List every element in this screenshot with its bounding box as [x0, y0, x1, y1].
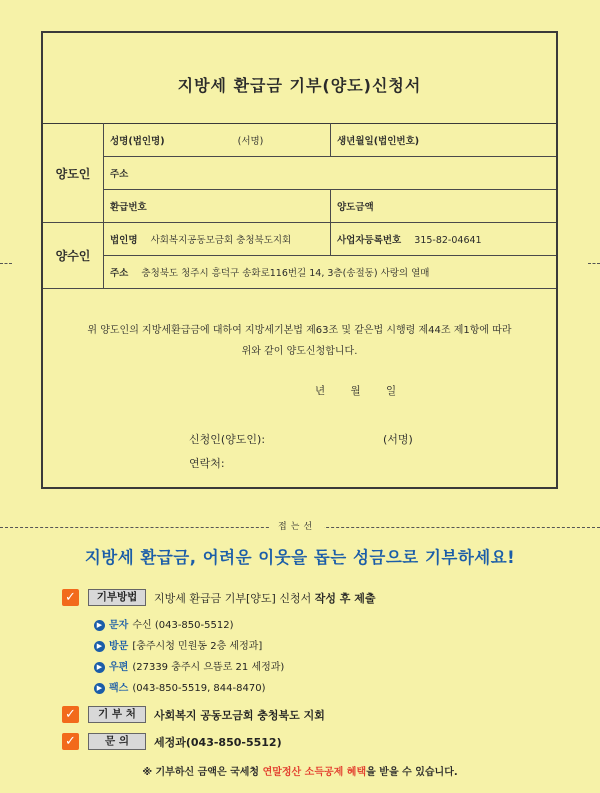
birth-field[interactable]: [331, 124, 557, 157]
recipient-address-field: [104, 256, 557, 289]
recipient-address-value: 충청북도 청주시 흥덕구 송화로116번길 14, 3층(송절동) 사랑의 열매: [141, 268, 430, 279]
fold-mark-right: [588, 263, 600, 264]
method-item-fax: [94, 679, 265, 694]
arrow-right-circle-icon: ▶: [94, 620, 105, 631]
refund-number-label: 환급번호: [110, 202, 147, 213]
sms-value: 수신 (043-850-5512): [132, 620, 234, 631]
amount-field[interactable]: [331, 190, 557, 223]
name-sign: (서명): [237, 136, 264, 147]
corp-value: 사회복지공동모금회 충청북도지회: [150, 235, 292, 246]
address-field[interactable]: [104, 157, 557, 190]
check-icon: ✓: [62, 589, 79, 606]
applicant-label[interactable]: 신청인(양도인):: [189, 433, 266, 446]
corp-field: [104, 223, 331, 256]
visit-label: 방문: [109, 641, 129, 652]
footnote-prefix: ※ 기부하신 금액은 국세청: [142, 767, 263, 778]
name-label: 성명(법인명): [110, 136, 165, 147]
mail-value: (27339 충주시 으뜸로 21 세정과): [132, 662, 285, 673]
arrow-right-circle-icon: ▶: [94, 683, 105, 694]
method-item-mail: [94, 658, 284, 673]
method-item-visit: [94, 637, 262, 652]
footnote-suffix: 을 받을 수 있습니다.: [366, 767, 458, 778]
mail-label: 우편: [109, 662, 129, 673]
donor-label: 양도인: [43, 124, 104, 223]
corp-label: 법인명: [110, 235, 138, 246]
recipient-address-label: 주소: [110, 268, 129, 279]
method-item-sms: [94, 616, 233, 631]
arrow-right-circle-icon: ▶: [94, 641, 105, 652]
method-text-a: 지방세 환급금 기부[양도] 신청서: [154, 592, 315, 605]
recipient-tag: 기 부 처: [88, 706, 146, 723]
fax-label: 팩스: [109, 683, 129, 694]
sms-label: 문자: [109, 620, 129, 631]
statement-line-2: 위와 같이 양도신청합니다.: [241, 346, 358, 357]
refund-number-field[interactable]: [104, 190, 331, 223]
recipient-label: 양수인: [43, 223, 104, 289]
method-text: [154, 590, 376, 606]
bizno-value: 315-82-04641: [414, 235, 482, 246]
check-icon: ✓: [62, 733, 79, 750]
inquiry-tag: 문 의: [88, 733, 146, 750]
arrow-right-circle-icon: ▶: [94, 662, 105, 673]
fax-value: (043-850-5519, 844-8470): [132, 683, 266, 694]
form-table: [43, 123, 556, 289]
recipient-text: 사회복지 공동모금회 충청북도 지회: [154, 709, 325, 722]
footnote-highlight: 연말정산 소득공제 혜택: [262, 767, 367, 778]
date-line[interactable]: 년 월 일: [315, 385, 397, 397]
fold-label: 접는선: [270, 519, 324, 532]
fold-mark-left: [0, 263, 12, 264]
check-icon: ✓: [62, 706, 79, 723]
method-text-b: 작성 후 제출: [314, 592, 376, 605]
statement: [43, 320, 556, 362]
applicant-sign: (서명): [383, 433, 413, 446]
visit-value: [충주시청 민원동 2층 세정과]: [132, 641, 263, 652]
method-tag: 기부방법: [88, 589, 146, 606]
amount-label: 양도금액: [337, 202, 374, 213]
inquiry-text: 세정과(043-850-5512): [154, 736, 282, 749]
birth-label: 생년월일(법인번호): [337, 136, 420, 147]
bizno-field: [331, 223, 557, 256]
contact-label[interactable]: 연락처:: [189, 457, 225, 470]
application-form: [41, 31, 558, 489]
form-title: 지방세 환급금 기부(양도)신청서: [177, 76, 422, 95]
bizno-label: 사업자등록번호: [337, 235, 402, 246]
headline: 지방세 환급금, 어려운 이웃을 돕는 성금으로 기부하세요!: [84, 548, 516, 567]
statement-line-1: 위 양도인의 지방세환급금에 대하여 지방세기본법 제63조 및 같은법 시행령 제44조 제1항에 따라: [87, 325, 512, 336]
address-label: 주소: [110, 169, 129, 180]
name-field[interactable]: [104, 124, 331, 157]
footnote: [0, 763, 600, 778]
